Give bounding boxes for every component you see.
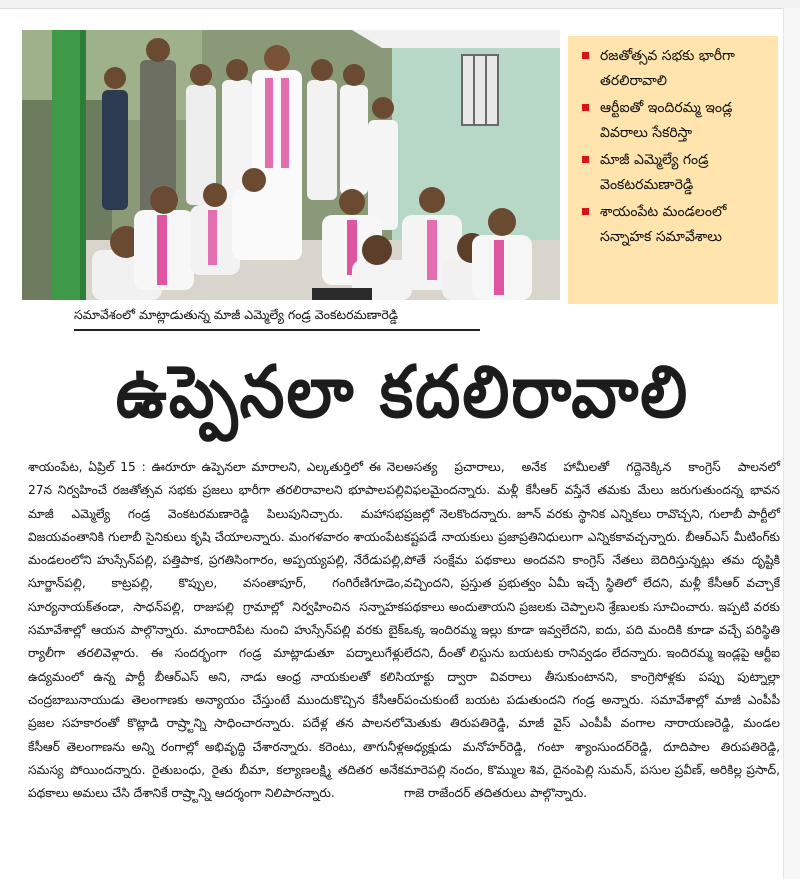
highlight-text: ఆర్టీఐతో ఇందిరమ్మ ఇండ్ల వివరాలు సేకరిస్తా	[600, 100, 733, 141]
highlight-text: రజతోత్సవ సభకు భారీగా తరలిరావాలి	[600, 48, 735, 89]
highlight-item	[578, 96, 770, 146]
page-top-edge	[0, 0, 800, 9]
highlight-text: మాజీ ఎమ్మెల్యే గండ్ర వెంకటరమణారెడ్డి	[600, 152, 709, 193]
photo-caption: సమావేశంలో మాట్లాడుతున్న మాజీ ఎమ్మెల్యే గండ్ర వెంకటరమణారెడ్డి	[74, 303, 480, 331]
highlight-text: శాయంపేట మండలంలో సన్నాహక సమావేశాలు	[600, 204, 727, 245]
body-paragraph: అసత్య ప్రచారాలు, అనేక హామీలతో గద్దెనెక్కిన కాంగ్రెస్ పాలనలో విఫలమైందన్నారు. మళ్లీ కేసీఆర్ వస్తేనే తమకు మేలు జరుగుతుందన్న భావన ప్రజల్లో నెలకొందన్నారు. జూన్ వరకు స్థానిక ఎన్నికలు రావొచ్చని, గులాబీ పార్టీలో కష్టపడే నాయకులు ప్రజాప్రతినిధులుగా ఎన్నికకావచ్చన్నారు. బీఆర్ఎస్ మీటింగ్‌కు పోతే సంక్షేమ పథకాలు అందవని కాంగ్రెస్ నేతలు బెదిరిస్తున్నట్లు తమ దృష్టికి వచ్చిందని, ప్రస్తుత ప్రభుత్వం ఏమీ ఇచ్చే స్థితిలో లేదని, మళ్లీ కేసీఆర్ వచ్చాకే పథకాలు అందుతాయని ప్రజలకు చెప్పాలని శ్రేణులకు సూచించారు. ఇప్పటి వరకు ఒక్క ఇందిరమ్మ ఇల్లు కూడా ఇవ్వలేదని, ఐదు, పది మందికి కూడా వచ్చే పరిస్థితి లేదని, దీంతో లిస్టును బయటకు రానివ్వడం లేదన్నారు. ఇందిరమ్మ ఇండ్లపై ఆర్టీఐ యాక్టు ద్వారా వివరాలు తీసుకుంటానని, కాంగ్రెసోళ్లకు పప్పు పుట్నాల్లా పంచుకుంటే బయట పడుతుందని గండ్ర అన్నారు. సమావేశాల్లో మాజీ ఎంపీపీ మెతుకు తిరుపతిరెడ్డి, మాజీ వైస్ ఎంపీపీ వంగాల నారాయణరెడ్డి, మండల అధ్యక్షుడు మనోహర్‌రెడ్డి, గంటా శ్యాంసుందర్‌రెడ్డి, దూదిపాల తిరుపతిరెడ్డి, మారెపల్లి నందం, కొమ్ముల శివ, దైనంపెల్లి సుమన్, పసుల ప్రవీణ్, అరికిల్ల ప్రసాద్, గాజె రాజేందర్ తదితరులు పాల్గొన్నారు.	[404, 460, 780, 801]
highlight-item	[578, 44, 770, 94]
highlight-item	[578, 148, 770, 198]
highlights-box	[568, 36, 778, 304]
bullet-square-icon	[582, 208, 589, 215]
body-column-left	[28, 456, 404, 805]
bullet-square-icon	[582, 104, 589, 111]
news-photo	[22, 30, 560, 300]
bullet-square-icon	[582, 156, 589, 163]
right-margin-strip	[783, 8, 800, 879]
body-column-right	[404, 456, 780, 805]
body-paragraph: శాయంపేట, ఏప్రిల్ 15 : ఊరూరూ ఉప్పెనలా మారాలని, ఎల్కతుర్తిలో ఈ నెల 27న నిర్వహించే రజతోత్సవ సభకు ప్రజలు భారీగా తరలిరావాలని భూపాలపల్లి మాజీ ఎమ్మెల్యే గండ్ర వెంకటరమణారెడ్డి పిలుపునిచ్చారు. మహాసభ విజయవంతానికి గులాబీ సైనికులు కృషి చేయాలన్నారు. మంగళవారం శాయంపేట మండలంలోని హుస్సేన్‌పల్లి, పత్తిపాక, ప్రగతిసింగారం, అప్పయ్యపల్లి, నేరేడుపల్లి, సూర్జాన్‌పల్లి, కాట్రపల్లి, కొప్పుల, వసంతాపూర్, గంగిరేణిగూడెం, సూర్యనాయక్‌తండా, సాధన్‌పల్లి, రాజుపల్లి గ్రామాల్లో నిర్వహించిన సన్నాహక సమావేశాల్లో ఆయన పాల్గొన్నారు. మాందారిపేట నుంచి హుస్సేన్‌పల్లి వరకు బైక్ ర్యాలీగా తరలివెళ్లారు. ఈ సందర్భంగా గండ్ర మాట్లాడుతూ పద్నాలుగేళ్లు ఉద్యమంలో ఉన్న పార్టీ బీఆర్ఎస్ అని, నాడు ఆంధ్ర నాయకులతో కలిసి చంద్రబాబునాయుడు తెలంగాణకు అన్యాయం చేస్తుంటే ముందుకొచ్చిన కేసీఆర్ ప్రజల సహకారంతో కొట్లాడి రాష్ర్టాన్ని సాధించారన్నారు. పదేళ్ల తన పాలనలో కేసీఆర్ తెలంగాణను అన్ని రంగాల్లో అభివృద్ధి చేశారన్నారు. కరెంటు, తాగునీళ్ల సమస్య పోయిందన్నారు. రైతుబంధు, రైతు బీమా, కల్యాణలక్ష్మి తదితర అనేక పథకాలు అమలు చేసి దేశానికే రాష్ర్టాన్ని ఆదర్శంగా నిలిపారన్నారు.	[28, 460, 404, 801]
highlight-item	[578, 200, 770, 250]
bullet-square-icon	[582, 52, 589, 59]
headline: ఉప్పెనలా కదలిరావాలి	[115, 351, 690, 435]
